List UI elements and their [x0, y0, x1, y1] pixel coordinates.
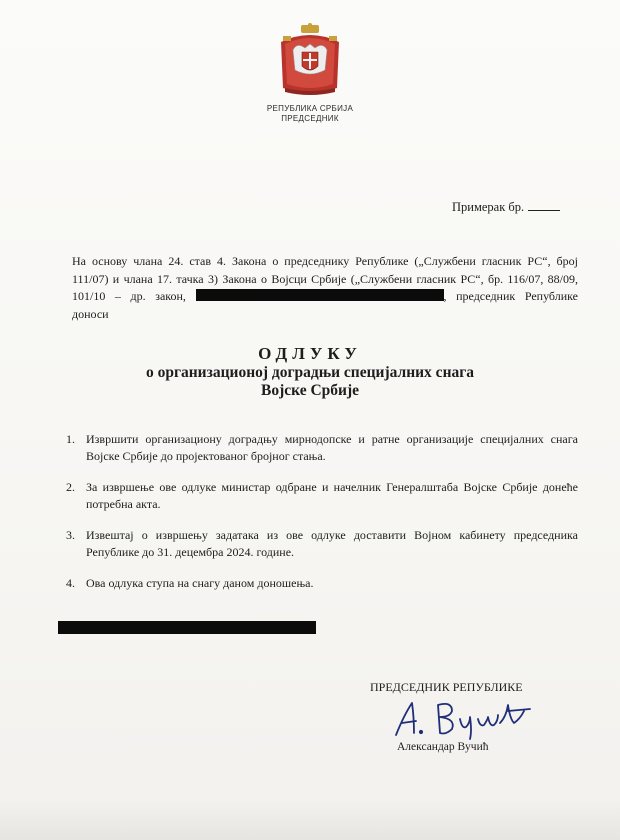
- copy-number-blank: [528, 200, 560, 211]
- item-number: 1.: [66, 432, 75, 446]
- issuer-office: ПРЕДСЕДНИК: [281, 114, 339, 123]
- paper-edge-shadow: [0, 800, 620, 840]
- copy-number-label: Примерак бр.: [452, 200, 525, 214]
- list-item: [66, 527, 578, 560]
- issuer-country: РЕПУБЛИКА СРБИЈА: [266, 104, 354, 113]
- title-main: ОДЛУКУ: [258, 344, 362, 363]
- list-item: [66, 479, 578, 512]
- item-text: Извештај о извршењу задатака из ове одлуке доставити Војном кабинету председника Републике до 31. децембра 2024. године.: [86, 528, 578, 559]
- item-text: За извршење ове одлуке министар одбране и начелник Генералштаба Војске Србије донеће потребна акта.: [86, 480, 578, 511]
- item-text: Извршити организациону доградњу мирнодопске и ратне организације специјалних снага Војске Србије до пројектованог бројног стања.: [86, 432, 578, 463]
- list-item: [66, 575, 578, 592]
- issuer-header: [0, 104, 620, 124]
- item-text: Ова одлука ступа на снагу даном доношења.: [86, 576, 314, 590]
- item-number: 3.: [66, 528, 75, 542]
- title-sub-1: о организационој доградњи специјалних снага: [145, 364, 475, 381]
- decision-title: [0, 344, 620, 400]
- signer-title: ПРЕДСЕДНИК РЕПУБЛИКЕ: [370, 680, 523, 694]
- serbia-coat-of-arms-icon: [275, 22, 345, 98]
- handwritten-signature: [390, 695, 550, 741]
- redaction-bar: [58, 621, 316, 634]
- decision-items: [66, 431, 578, 607]
- item-number: 4.: [66, 576, 75, 590]
- list-item: [66, 431, 578, 464]
- title-sub-2: Војске Србије: [261, 382, 359, 399]
- signer-name: Александар Вучић: [397, 741, 489, 753]
- redaction-inline: [196, 289, 444, 301]
- preamble-text-after: , председник Републике доноси: [72, 289, 578, 321]
- preamble: [72, 253, 578, 323]
- copy-number: [452, 200, 560, 215]
- preamble-text-before: На основу члана 24. став 4. Закона о председнику Републике („Службени гласник РС“, број 111/07) и члана 17. тачка 3) Закона о Војсци Србије („Службени гласник РС“, бр. 116/07, 88/09, 101/10 – др. закон,: [72, 254, 578, 303]
- item-number: 2.: [66, 480, 75, 494]
